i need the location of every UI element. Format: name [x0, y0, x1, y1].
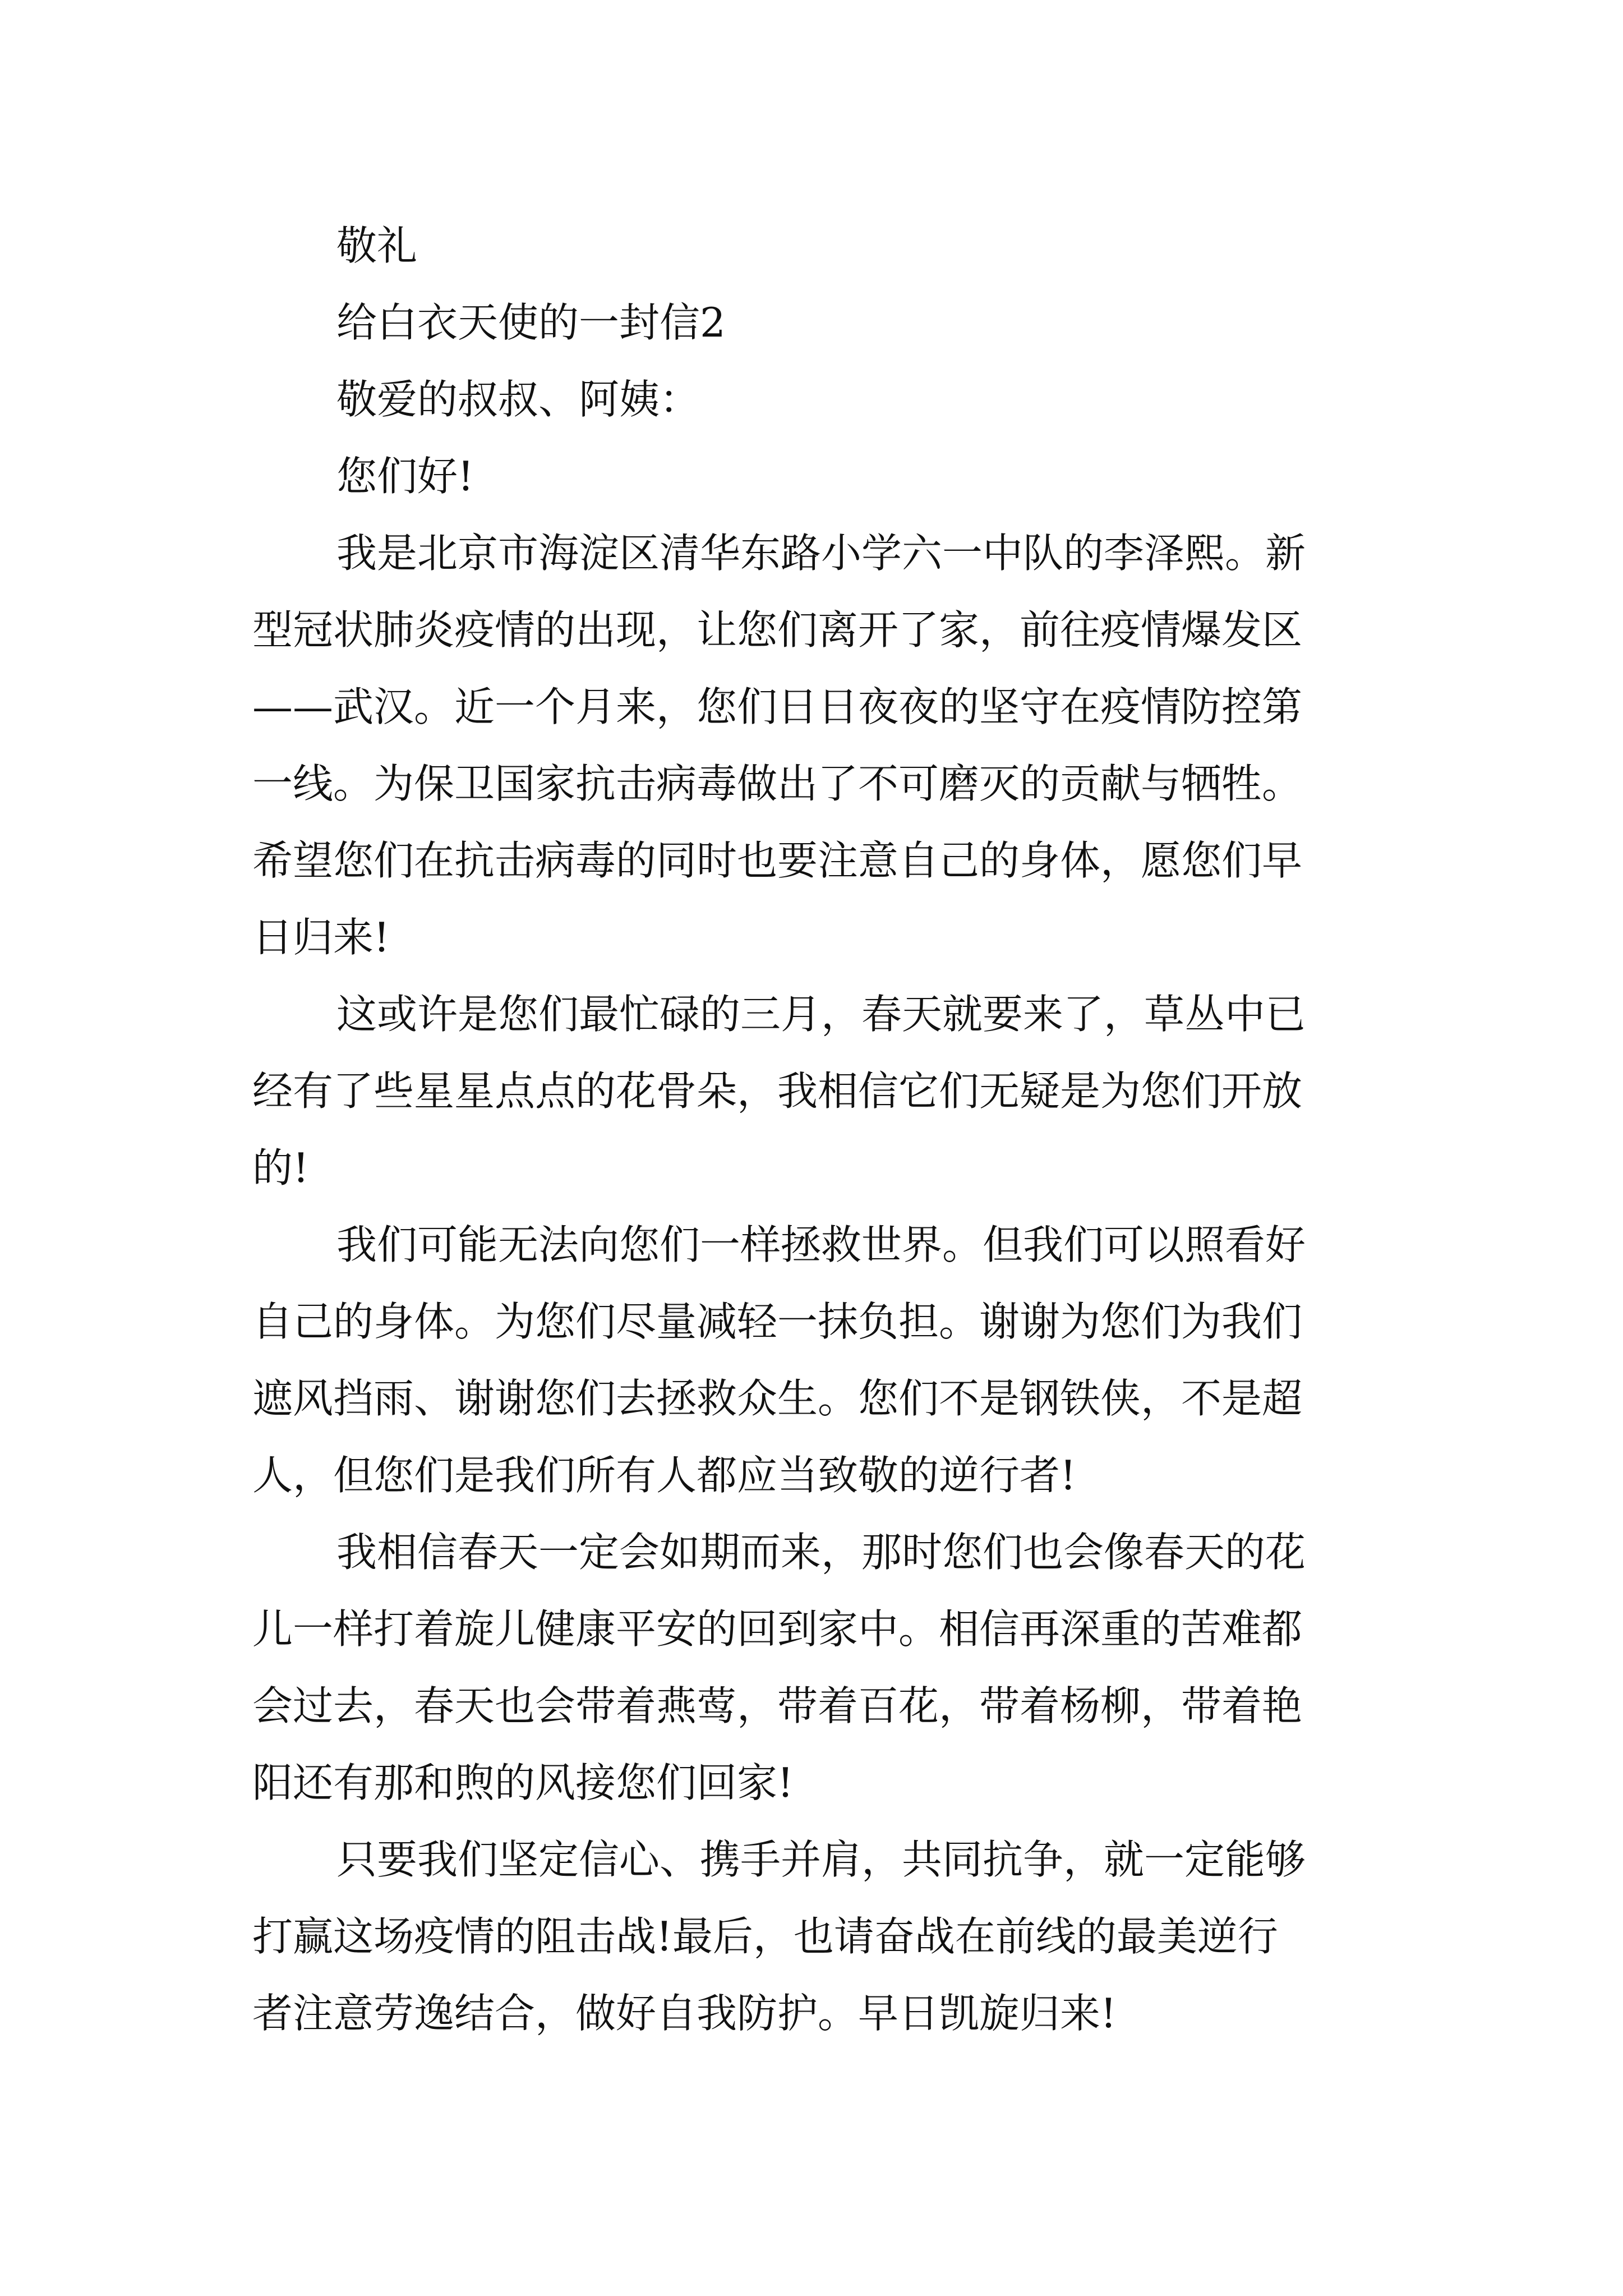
text-line: 型冠状肺炎疫情的出现，让您们离开了家，前往疫情爆发区 — [252, 606, 1303, 654]
text-line: 一线。为保卫国家抗击病毒做出了不可磨灭的贡献与牺牲。 — [252, 760, 1303, 807]
text-line: ——武汉。近一个月来，您们日日夜夜的坚守在疫情防控第 — [252, 683, 1303, 730]
letter-body — [252, 208, 1396, 2052]
text-line: 打赢这场疫情的阻击战!最后，也请奋战在前线的最美逆行 — [252, 1913, 1278, 1960]
text-line: 这或许是您们最忙碌的三月，春天就要来了，草丛中已 — [336, 991, 1306, 1038]
text-line: 日归来! — [252, 914, 390, 961]
text-line: 者注意劳逸结合，做好自我防护。早日凯旋归来! — [252, 1990, 1117, 2037]
text-line: 我相信春天一定会如期而来，那时您们也会像春天的花 — [336, 1529, 1306, 1576]
text-line: 敬爱的叔叔、阿姨： — [336, 376, 700, 423]
text-line: 我们可能无法向您们一样拯救世界。但我们可以照看好 — [336, 1221, 1306, 1268]
text-line: 希望您们在抗击病毒的同时也要注意自己的身体，愿您们早 — [252, 837, 1303, 884]
text-line: 儿一样打着旋儿健康平安的回到家中。相信再深重的苦难都 — [252, 1605, 1303, 1653]
text-line: 自己的身体。为您们尽量减轻一抹负担。谢谢为您们为我们 — [252, 1298, 1303, 1345]
text-line: 人，但您们是我们所有人都应当致敬的逆行者! — [252, 1452, 1076, 1499]
text-line: 只要我们坚定信心、携手并肩，共同抗争，就一定能够 — [336, 1836, 1306, 1883]
text-line: 的! — [252, 1144, 309, 1191]
text-line: 遮风挡雨、谢谢您们去拯救众生。您们不是钢铁侠，不是超 — [252, 1375, 1303, 1422]
text-line: 经有了些星星点点的花骨朵，我相信它们无疑是为您们开放 — [252, 1068, 1303, 1115]
text-line: 您们好! — [336, 453, 474, 500]
text-line: 我是北京市海淀区清华东路小学六一中队的李泽熙。新 — [336, 530, 1306, 577]
text-line: 会过去，春天也会带着燕莺，带着百花，带着杨柳，带着艳 — [252, 1682, 1303, 1729]
text-line: 给白衣天使的一封信2 — [336, 299, 726, 346]
text-line: 阳还有那和煦的风接您们回家! — [252, 1759, 794, 1806]
text-line: 敬礼 — [336, 222, 418, 269]
